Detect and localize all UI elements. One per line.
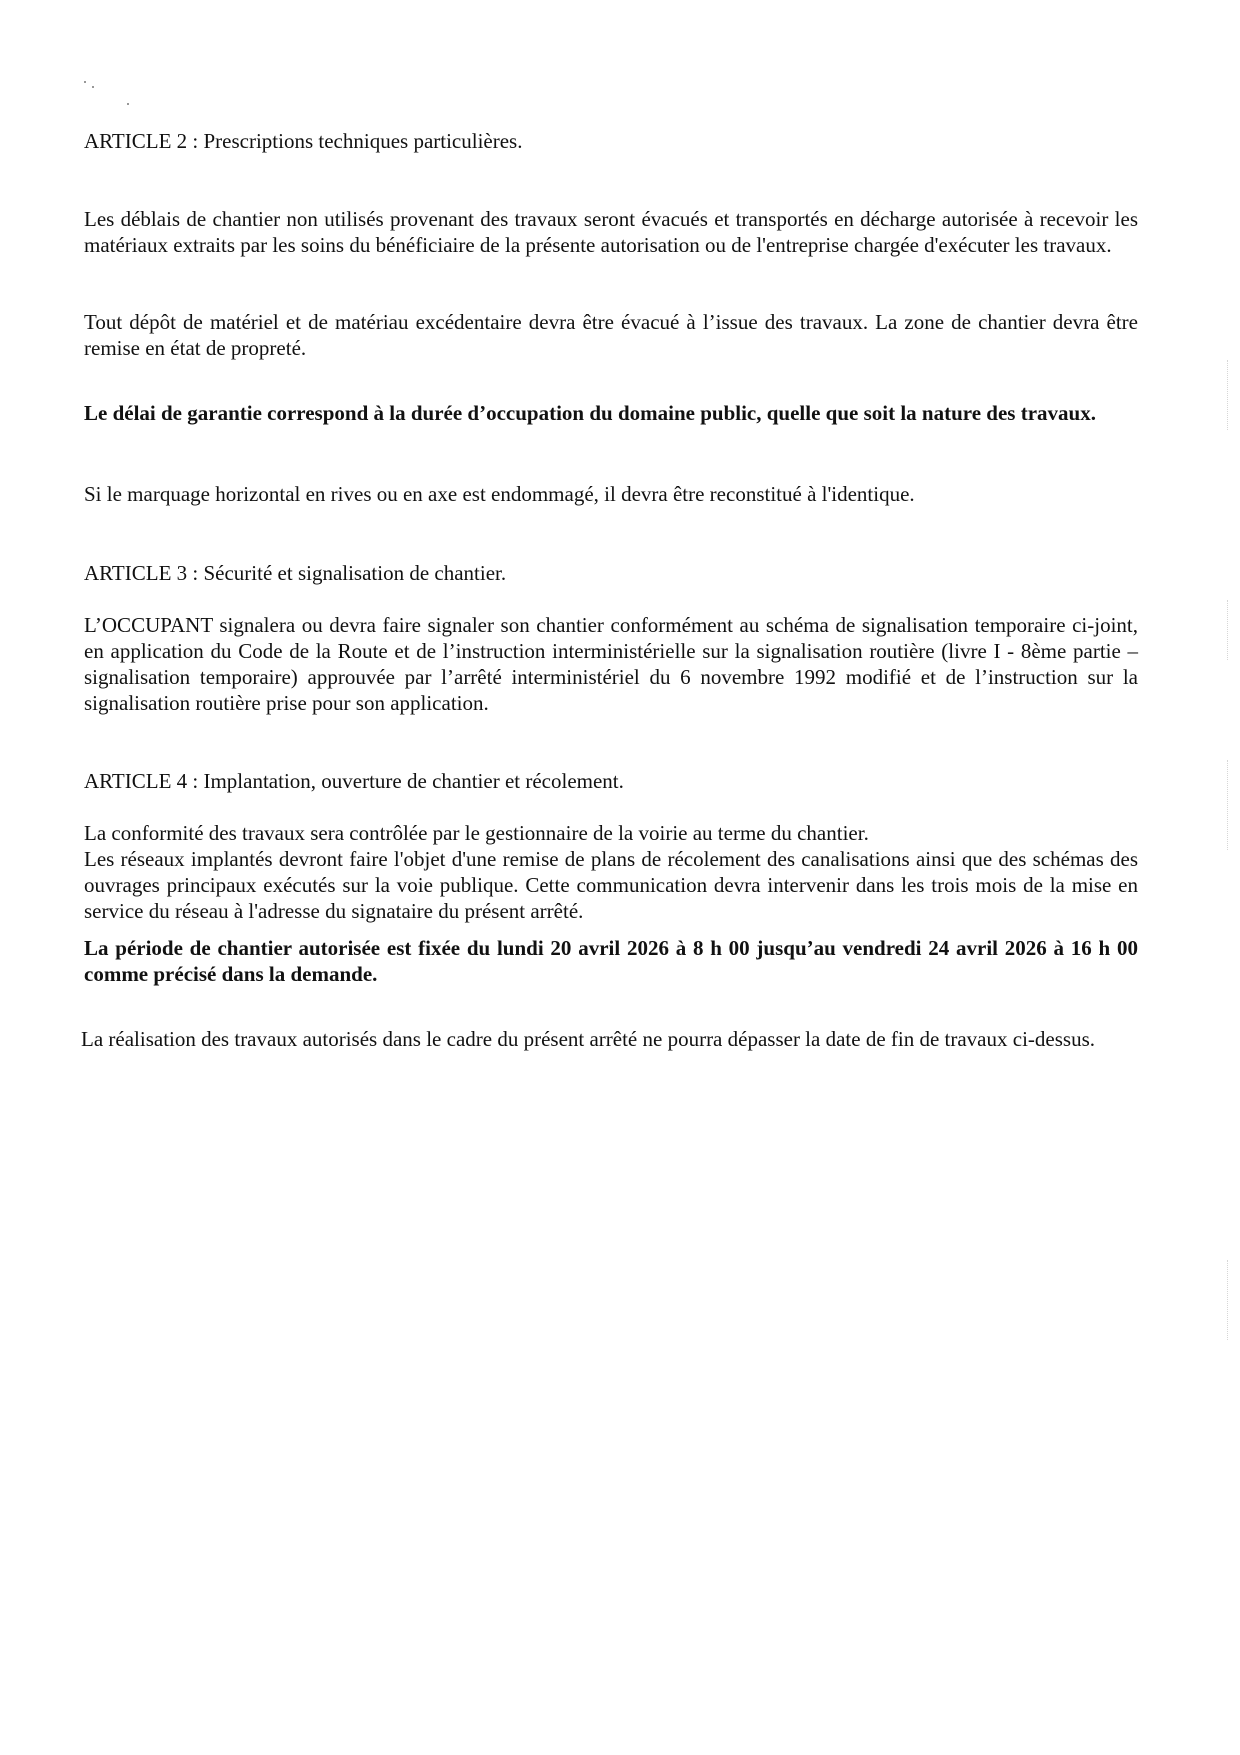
article-3-heading: ARTICLE 3 : Sécurité et signalisation de chantier. (84, 561, 507, 585)
article-4-heading: ARTICLE 4 : Implantation, ouverture de chantier et récolement. (84, 769, 624, 793)
scan-speck (127, 103, 129, 105)
scan-edge-noise (1227, 1260, 1229, 1340)
scan-edge-noise (1227, 360, 1229, 430)
article-4-paragraph-1: La conformité des travaux sera contrôlée par le gestionnaire de la voirie au terme du chantier. (84, 821, 869, 845)
article-2-heading: ARTICLE 2 : Prescriptions techniques particulières. (84, 129, 523, 153)
article-3-paragraph-1: L’OCCUPANT signalera ou devra faire signaler son chantier conformément au schéma de signalisation temporaire ci-joint, en application du Code de la Route et de l’instruction interministérielle sur la signalisation routière (livre I - 8ème partie – signalisation temporaire) approuvée par l’arrêté interministériel du 6 novembre 1992 modifié et de l’instruction sur la signalisation routière prise pour son application. (84, 613, 1138, 715)
scan-speck (84, 81, 86, 83)
scan-edge-noise (1227, 600, 1229, 660)
article-2-paragraph-2: Tout dépôt de matériel et de matériau excédentaire devra être évacué à l’issue des travaux. La zone de chantier devra être remise en état de propreté. (84, 310, 1138, 360)
article-2-paragraph-1: Les déblais de chantier non utilisés provenant des travaux seront évacués et transportés en décharge autorisée à recevoir les matériaux extraits par les soins du bénéficiaire de la présente autorisation ou de l'entreprise chargée d'exécuter les travaux. (84, 207, 1138, 257)
scan-edge-noise (1227, 760, 1229, 850)
article-2-paragraph-4: Si le marquage horizontal en rives ou en axe est endommagé, il devra être reconstitué à l'identique. (84, 482, 915, 506)
article-4-bold-period: La période de chantier autorisée est fixée du lundi 20 avril 2026 à 8 h 00 jusqu’au vendredi 24 avril 2026 à 16 h 00 comme précisé dans la demande. (84, 936, 1138, 986)
article-4-paragraph-4: La réalisation des travaux autorisés dans le cadre du présent arrêté ne pourra dépasser la date de fin de travaux ci-dessus. (81, 1027, 1095, 1051)
article-4-paragraph-2: Les réseaux implantés devront faire l'objet d'une remise de plans de récolement des canalisations ainsi que des schémas des ouvrages principaux exécutés sur la voie publique. Cette communication devra intervenir dans les trois mois de la mise en service du réseau à l'adresse du signataire du présent arrêté. (84, 847, 1138, 923)
scan-speck (92, 86, 94, 88)
article-2-bold-guarantee: Le délai de garantie correspond à la durée d’occupation du domaine public, quelle que soit la nature des travaux. (84, 401, 1096, 425)
